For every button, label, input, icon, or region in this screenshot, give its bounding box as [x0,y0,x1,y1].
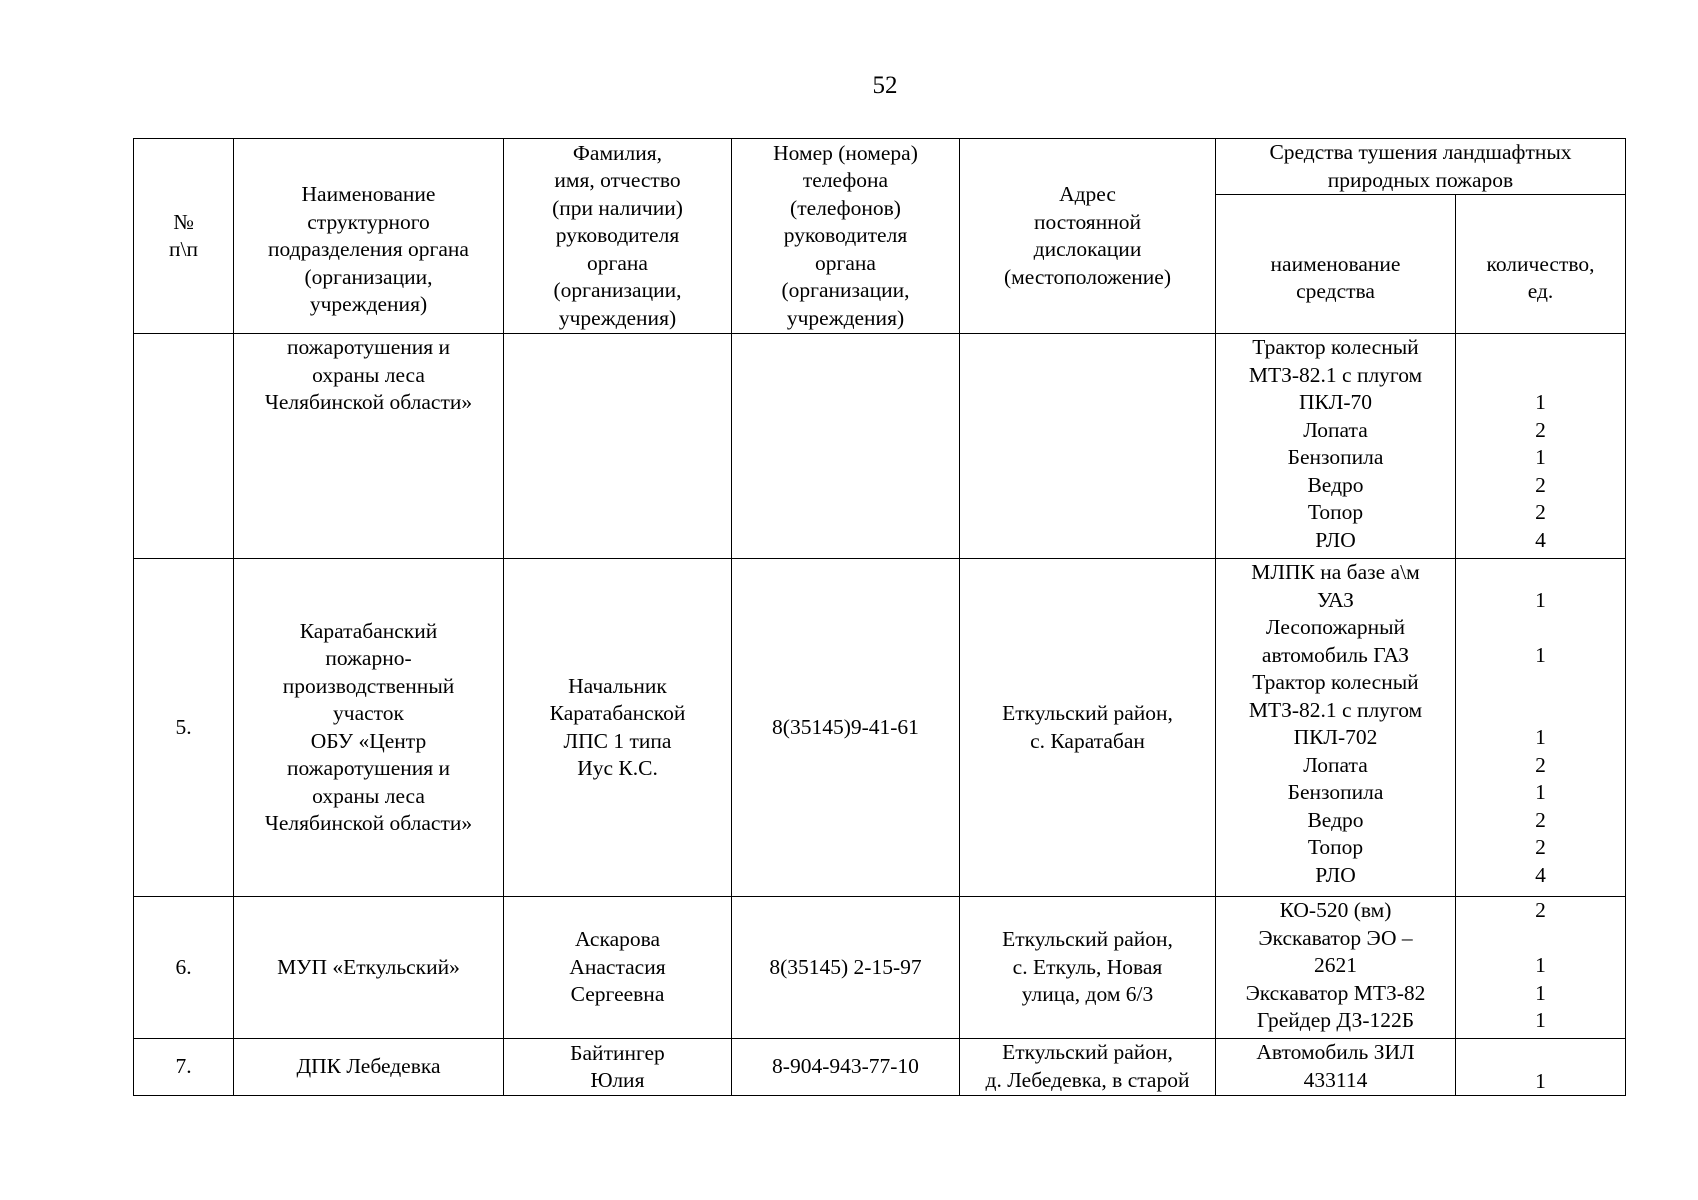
cell-line: 433114 [1303,1067,1368,1092]
cell-line [1459,925,1622,953]
cell-line [1459,697,1622,725]
row-qty [1456,559,1626,897]
cell-line: наименование [1270,251,1401,276]
row-address [960,559,1216,897]
cell-line: руководителя [555,223,680,248]
cell-line: постоянной [1034,209,1141,234]
fire-means-table [133,138,1626,1096]
cell-line [1459,1040,1622,1068]
cell-line: средства [1296,279,1375,303]
row-phone: 8-904-943-77-10 [732,1039,960,1096]
row-unit [234,334,504,559]
cell-line: Трактор колесный [1252,335,1419,359]
cell-line: 2 [1535,835,1546,859]
row-address [960,334,1216,559]
row-qty [1456,897,1626,1039]
cell-line: (при наличии) [552,195,683,220]
cell-line: Экскаватор МТЗ-82 [1245,980,1426,1005]
cell-line: Лопата [1303,417,1368,442]
cell-line: имя, отчество [554,168,681,193]
cell-line [1459,559,1622,587]
row-num [134,334,234,559]
row-unit [234,1039,504,1096]
cell-line: Топор [1307,835,1364,859]
cell-line: РЛО [1315,862,1356,887]
cell-line: пожаротушения и [286,756,451,780]
cell-line: Ведро [1307,807,1364,832]
cell-line: с. Еткуль, Новая [1012,954,1163,979]
cell-line: КО-520 (вм) [1279,898,1392,922]
header-means-group [1216,139,1626,195]
cell-line: 1 [1535,587,1546,612]
cell-line: учреждения) [309,292,428,317]
cell-line: Бензопила [1287,780,1384,804]
cell-line: Еткульский район, [1002,1040,1173,1064]
cell-line: Байтингер [570,1040,665,1065]
cell-line [1459,334,1622,362]
row-qty [1456,334,1626,559]
cell-line: д. Лебедевка, в старой [985,1067,1190,1092]
cell-line: МЛПК на базе а\м [1251,560,1420,584]
row-address [960,897,1216,1039]
cell-line [1459,614,1622,642]
row-head-name [504,559,732,897]
cell-line: количество, [1486,251,1595,276]
cell-line: Средства тушения ландшафтных [1269,140,1572,164]
cell-line: Автомобиль ЗИЛ [1256,1040,1415,1064]
cell-line: 2 [1535,417,1546,442]
cell-line: 4 [1535,527,1546,552]
row-means [1216,334,1456,559]
cell-line: 2 [1535,898,1546,922]
cell-line: охраны леса [312,362,425,387]
cell-line: 1 [1535,953,1546,977]
row-qty [1456,1039,1626,1096]
cell-line: 1 [1535,725,1546,749]
cell-line: Начальник [568,673,667,698]
cell-line: МТЗ-82.1 с плугом [1248,362,1423,387]
row-head-name [504,897,732,1039]
cell-line: ПКЛ-70 [1298,390,1373,414]
row-means [1216,559,1456,897]
header-address [960,139,1216,334]
cell-line: Фамилия, [572,140,663,165]
cell-line: 1 [1535,390,1546,414]
cell-line: ЛПС 1 типа [563,728,672,753]
cell-line: Сергеевна [570,982,665,1007]
cell-line: Юлия [590,1068,645,1092]
header-unit [234,139,504,334]
cell-line: 2 [1535,807,1546,832]
table-row [134,559,1626,897]
cell-line: Наименование [301,182,436,207]
header-head-name [504,139,732,334]
cell-line: Ведро [1307,472,1364,497]
table-row [134,1039,1626,1096]
cell-line: 1 [1535,1008,1546,1032]
cell-line: охраны леса [312,783,425,808]
cell-line: Еткульский район, [1002,927,1173,952]
cell-line: Каратабанской [549,701,686,725]
cell-line: 1 [1535,980,1546,1005]
cell-line: № [173,209,194,234]
cell-line: ОБУ «Центр [310,728,427,753]
row-head-name [504,334,732,559]
row-address [960,1039,1216,1096]
row-head-name [504,1039,732,1096]
cell-line: 1 [1535,780,1546,804]
cell-line: Анастасия [569,954,666,979]
cell-line: (организации, [781,278,910,303]
cell-line: подразделения органа [268,237,469,262]
cell-line: дислокации [1033,237,1142,261]
cell-line: (телефонов) [790,195,901,220]
row-unit [234,897,504,1039]
cell-line: Иус К.С. [577,756,658,780]
cell-line: ПКЛ-702 [1293,725,1378,749]
header-num [134,139,234,334]
cell-line: руководителя [783,223,908,248]
row-num: 7. [134,1039,234,1096]
cell-line: ДПК Лебедевка [296,1054,441,1079]
row-num: 6. [134,897,234,1039]
cell-line: органа [587,250,648,275]
cell-line: Каратабанский [299,618,438,643]
row-phone: 8(35145)9-41-61 [732,559,960,897]
row-phone [732,334,960,559]
table-row [134,897,1626,1039]
cell-line: п\п [169,237,198,261]
cell-line: (организации, [304,264,433,289]
cell-line: структурного [307,209,430,234]
cell-line: РЛО [1315,527,1356,552]
cell-line: Топор [1307,500,1364,524]
cell-line: 4 [1535,862,1546,887]
header-means-qty [1456,195,1626,334]
cell-line: телефона [802,168,889,193]
row-num: 5. [134,559,234,897]
cell-line: Адрес [1059,182,1116,206]
header-phone [732,139,960,334]
table-row [134,334,1626,559]
cell-line: Лесопожарный [1265,615,1406,639]
cell-line: 2 [1535,472,1546,497]
cell-line: 1 [1535,642,1546,667]
cell-line [1459,669,1622,697]
cell-line: 2621 [1314,953,1357,977]
cell-line: Еткульский район, [1002,701,1173,725]
cell-line: ед. [1527,279,1554,303]
row-means [1216,897,1456,1039]
row-unit [234,559,504,897]
cell-line: МТЗ-82.1 с плугом [1248,697,1423,722]
cell-line: 2 [1535,752,1546,777]
cell-line: 1 [1535,1068,1546,1093]
cell-line: 2 [1535,500,1546,524]
cell-line: с. Каратабан [1030,728,1145,753]
cell-line: пожаротушения и [286,335,451,359]
cell-line: Грейдер ДЗ-122Б [1256,1008,1415,1032]
cell-line: (местоположение) [1004,264,1171,289]
cell-line: учреждения) [558,305,677,330]
cell-line: Челябинской области» [264,390,473,414]
cell-line: Трактор колесный [1252,670,1419,694]
cell-line: УАЗ [1317,587,1354,612]
cell-line: Лопата [1303,752,1368,777]
cell-line: Аскарова [574,927,661,952]
header-means-name [1216,195,1456,334]
row-phone: 8(35145) 2-15-97 [732,897,960,1039]
cell-line: природных пожаров [1327,167,1514,192]
cell-line: органа [815,250,876,275]
cell-line: пожарно- [325,646,412,670]
cell-line: МУП «Еткульский» [277,954,460,979]
row-means [1216,1039,1456,1096]
page-number: 52 [872,72,898,99]
cell-line: Экскаватор ЭО – [1258,925,1413,950]
cell-line: участок [333,701,404,725]
cell-line: Челябинской области» [264,811,473,835]
cell-line: учреждения) [786,305,905,330]
cell-line: автомобиль ГАЗ [1261,642,1410,667]
cell-line [1459,362,1622,390]
cell-line: Номер (номера) [773,140,918,165]
cell-line: 1 [1535,445,1546,469]
cell-line: улица, дом 6/3 [1021,982,1154,1007]
cell-line: (организации, [553,278,682,303]
cell-line: Бензопила [1287,445,1384,469]
cell-line: производственный [282,673,455,698]
